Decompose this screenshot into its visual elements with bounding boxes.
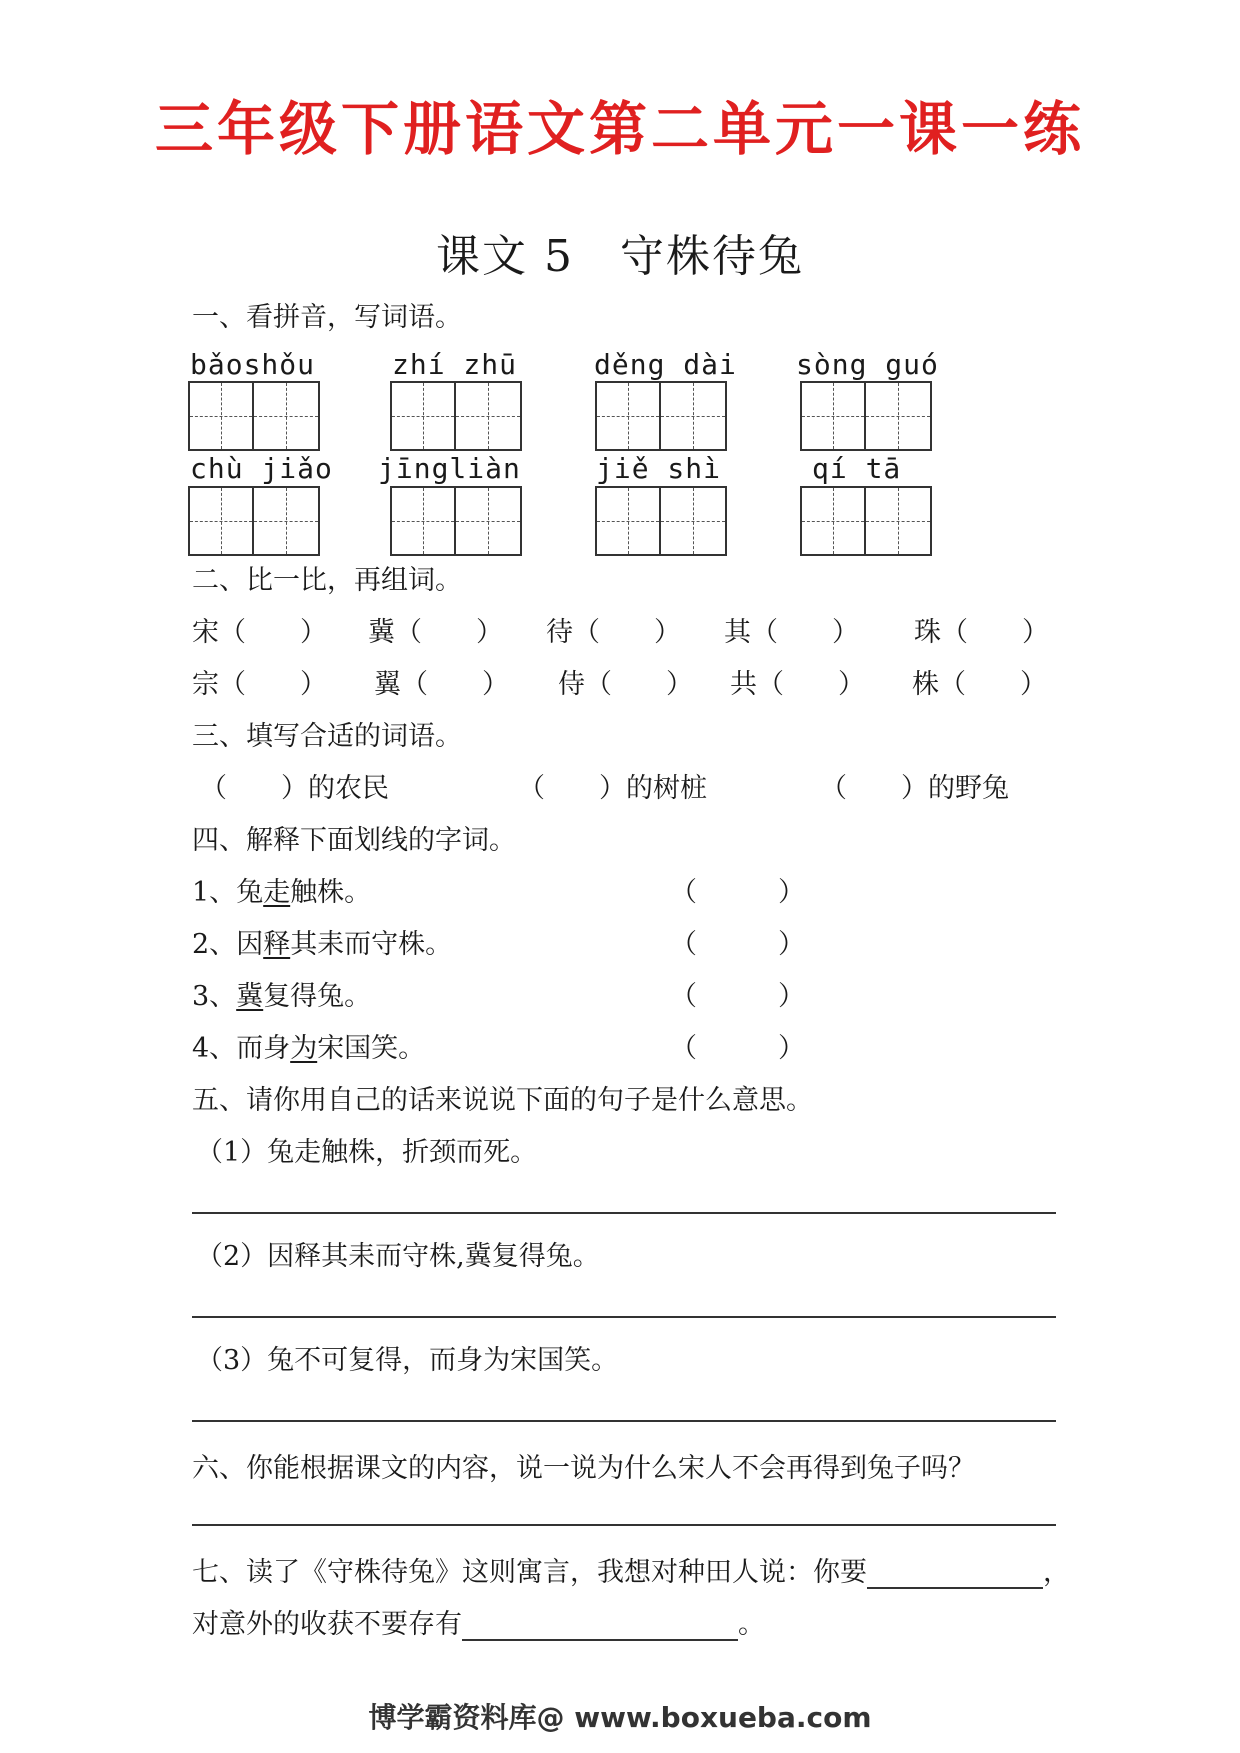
answer-line[interactable] [192,1420,1056,1422]
section-5-heading: 五、请你用自己的话来说说下面的句子是什么意思。 [192,1085,813,1116]
answer-paren[interactable]: （ ） [670,929,805,960]
section-7-line-2: 对意外的收获不要存有 。 [192,1609,765,1640]
pinyin-label: chù jiǎo [190,452,333,485]
compare-item[interactable]: 其（ ） [724,617,859,648]
explain-item: 1、兔走触株。 [192,877,372,908]
footer-watermark: 博学霸资料库@ www.boxueba.com [368,1701,872,1734]
explain-item: 2、因释其耒而守株。 [192,929,453,960]
answer-paren[interactable]: （ ） [670,1033,805,1064]
explain-item: 3、冀复得兔。 [192,981,372,1012]
section-1-heading: 一、看拼音，写词语。 [192,302,462,333]
fill-item[interactable]: （ ）的野兔 [820,773,1009,804]
pinyin-label: jiě shì [596,452,722,485]
answer-paren[interactable]: （ ） [670,981,805,1012]
answer-line[interactable] [192,1212,1056,1214]
pinyin-label: děng dài [594,348,737,381]
explain-item: 4、而身为宋国笑。 [192,1033,426,1064]
lesson-title: 课文 5 守株待兔 [436,231,804,282]
pinyin-label: sòng guó [796,348,939,381]
writing-grid[interactable] [390,381,522,451]
writing-grid[interactable] [188,486,320,556]
compare-item[interactable]: 宗（ ） [192,669,327,700]
pinyin-label: qí tā [812,452,902,485]
answer-line[interactable] [192,1316,1056,1318]
pinyin-label: jīngliàn [378,452,521,485]
compare-item[interactable]: 株（ ） [912,669,1047,700]
writing-grid[interactable] [800,486,932,556]
section-4-heading: 四、解释下面划线的字词。 [192,825,516,856]
underlined-word: 为 [290,1033,318,1064]
section-2-heading: 二、比一比，再组词。 [192,565,462,596]
writing-grid[interactable] [595,381,727,451]
underlined-word: 走 [263,877,291,908]
sentence-item: （3）兔不可复得，而身为宋国笑。 [196,1345,619,1376]
fill-blank[interactable] [867,1563,1043,1589]
answer-paren[interactable]: （ ） [670,877,805,908]
compare-item[interactable]: 珠（ ） [914,617,1049,648]
writing-grid[interactable] [595,486,727,556]
compare-item[interactable]: 宋（ ） [192,617,327,648]
fill-blank[interactable] [462,1615,738,1641]
writing-grid[interactable] [800,381,932,451]
compare-item[interactable]: 翼（ ） [374,669,509,700]
writing-grid[interactable] [390,486,522,556]
underlined-word: 冀 [236,981,264,1012]
pinyin-label: zhí zhū [392,348,518,381]
section-3-heading: 三、填写合适的词语。 [192,721,462,752]
sentence-item: （2）因释其耒而守株,冀复得兔。 [196,1241,600,1272]
underlined-word: 释 [263,929,291,960]
answer-line[interactable] [192,1524,1056,1526]
writing-grid[interactable] [188,381,320,451]
fill-item[interactable]: （ ）的树桩 [518,773,707,804]
compare-item[interactable]: 待（ ） [546,617,681,648]
pinyin-label: bǎoshǒu [190,348,316,381]
compare-item[interactable]: 侍（ ） [558,669,693,700]
section-7-line-1: 七、读了《守株待兔》这则寓言，我想对种田人说：你要 ， [192,1557,1070,1588]
compare-item[interactable]: 冀（ ） [368,617,503,648]
section-6-heading: 六、你能根据课文的内容，说一说为什么宋人不会再得到兔子吗？ [192,1453,975,1484]
fill-item[interactable]: （ ）的农民 [200,773,389,804]
page-title: 三年级下册语文第二单元一课一练 [154,95,1085,163]
compare-item[interactable]: 共（ ） [730,669,865,700]
sentence-item: （1）兔走触株，折颈而死。 [196,1137,538,1168]
